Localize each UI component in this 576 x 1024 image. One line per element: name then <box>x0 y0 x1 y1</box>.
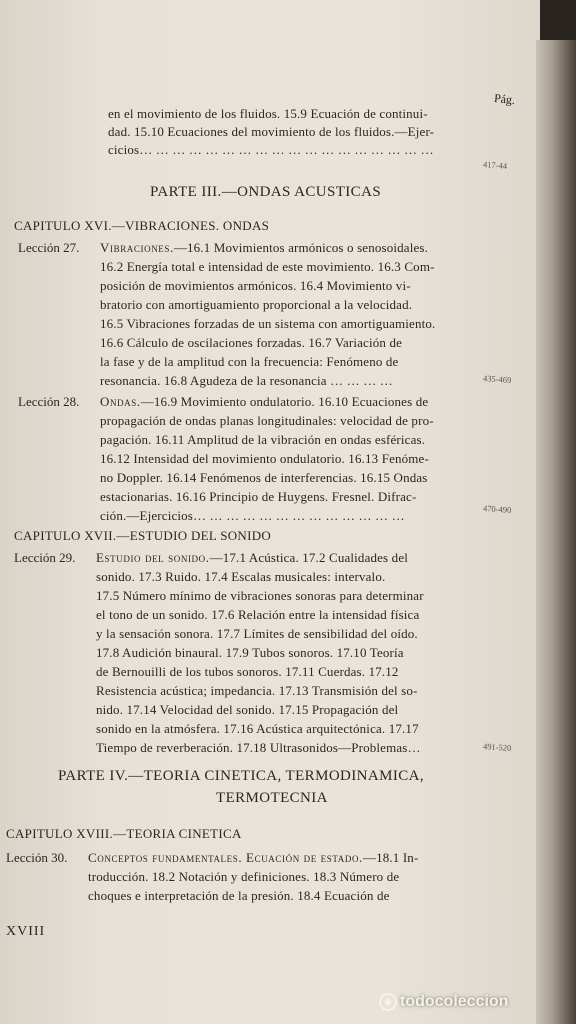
lesson-heading: Conceptos fundamentales. Ecuación de estado. <box>88 850 363 865</box>
lesson-label: Lección 30. <box>6 850 68 865</box>
watermark-icon <box>378 992 398 1012</box>
text-line: en el movimiento de los fluidos. 15.9 Ecuación de continui- <box>108 106 428 121</box>
text-line: pagación. 16.11 Amplitud de la vibración en ondas esféricas. <box>100 432 426 447</box>
part-title: PARTE IV.—TEORIA CINETICA, TERMODINAMICA, <box>58 768 425 784</box>
text-line <box>100 240 428 256</box>
text-line: Tiempo de reverberación. 17.18 Ultrasonidos—Problemas… <box>96 740 421 755</box>
watermark: todocoleccion <box>400 993 509 1010</box>
lesson-text: —16.9 Movimiento ondulatorio. 16.10 Ecuaciones de <box>140 394 429 409</box>
page-column-header: Pág. <box>493 90 516 108</box>
lesson-heading: Estudio del sonido. <box>96 550 210 565</box>
chapter-title: CAPITULO XVIII.—TEORIA CINETICA <box>6 826 242 841</box>
text-line <box>100 394 428 410</box>
text-line: nido. 17.14 Velocidad del sonido. 17.15 Propagación del <box>96 702 399 717</box>
page-edge <box>536 40 576 1024</box>
text-line: y la sensación sonora. 17.7 Límites de sensibilidad del oído. <box>96 626 418 641</box>
text-line: troducción. 18.2 Notación y definiciones. 18.3 Número de <box>88 869 400 884</box>
text-line: Resistencia acústica; impedancia. 17.13 Transmisión del so- <box>96 683 418 698</box>
text-line: 16.2 Energía total e intensidad de este movimiento. 16.3 Com- <box>100 259 435 274</box>
page-range: 470-490 <box>482 503 512 515</box>
part-title: PARTE III.—ONDAS ACUSTICAS <box>150 184 382 200</box>
lesson-heading: Ondas. <box>100 394 141 409</box>
page-range: 417-44 <box>482 159 508 171</box>
text-line <box>88 850 418 866</box>
text-line: dad. 15.10 Ecuaciones del movimiento de los fluidos.—Ejer- <box>108 124 435 139</box>
text-line: 16.6 Cálculo de oscilaciones forzadas. 16.7 Variación de <box>100 335 403 350</box>
text-line: resonancia. 16.8 Agudeza de la resonancia … … … … <box>100 373 393 388</box>
chapter-title: CAPITULO XVII.—ESTUDIO DEL SONIDO <box>14 528 272 543</box>
part-title: TERMOTECNIA <box>216 790 328 806</box>
lesson-heading: Vibraciones. <box>100 240 174 255</box>
text-line <box>96 550 408 566</box>
text-line: la fase y de la amplitud con la frecuencia: Fenómeno de <box>100 354 399 369</box>
text-line: de Bernouilli de los tubos sonoros. 17.11 Cuerdas. 17.12 <box>96 664 399 679</box>
lesson-text: —17.1 Acústica. 17.2 Cualidades del <box>209 550 409 565</box>
text-line: 17.5 Número mínimo de vibraciones sonoras para determinar <box>96 588 424 603</box>
lesson-label: Lección 28. <box>18 394 80 409</box>
text-line: propagación de ondas planas longitudinales: velocidad de pro- <box>100 413 434 428</box>
chapter-title: CAPITULO XVI.—VIBRACIONES. ONDAS <box>14 218 270 233</box>
lesson-label: Lección 29. <box>14 550 76 565</box>
text-line: no Doppler. 16.14 Fenómenos de interferencias. 16.15 Ondas <box>100 470 428 485</box>
text-line: 16.5 Vibraciones forzadas de un sistema con amortiguamiento. <box>100 316 436 331</box>
text-line: choques e interpretación de la presión. 18.4 Ecuación de <box>88 888 390 903</box>
text-line: 17.8 Audición binaural. 17.9 Tubos sonoros. 17.10 Teoría <box>96 645 404 660</box>
page-range: 435-469 <box>482 373 512 385</box>
text-line: el tono de un sonido. 17.6 Relación entre la intensidad física <box>96 607 420 622</box>
page-folio: XVIII <box>6 924 46 939</box>
text-line: bratorio con amortiguamiento proporcional a la velocidad. <box>100 297 413 312</box>
text-line: cicios… … … … … … … … … … … … … … … … … … <box>108 142 434 157</box>
text-line: posición de movimientos armónicos. 16.4 Movimiento vi- <box>100 278 411 293</box>
text-line: 16.12 Intensidad del movimiento ondulatorio. 16.13 Fenóme- <box>100 451 429 466</box>
text-line: sonido en la atmósfera. 17.16 Acústica arquitectónica. 17.17 <box>96 721 419 736</box>
text-line: sonido. 17.3 Ruido. 17.4 Escalas musicales: intervalo. <box>96 569 386 584</box>
text-line: estacionarias. 16.16 Principio de Huygens. Fresnel. Difrac- <box>100 489 417 504</box>
lesson-text: —16.1 Movimientos armónicos o senosoidales. <box>173 240 428 255</box>
page-range: 491-520 <box>482 741 512 753</box>
lesson-label: Lección 27. <box>18 240 80 255</box>
lesson-text: —18.1 In- <box>362 850 419 865</box>
text-line: ción.—Ejercicios… … … … … … … … … … … … … <box>100 508 405 523</box>
